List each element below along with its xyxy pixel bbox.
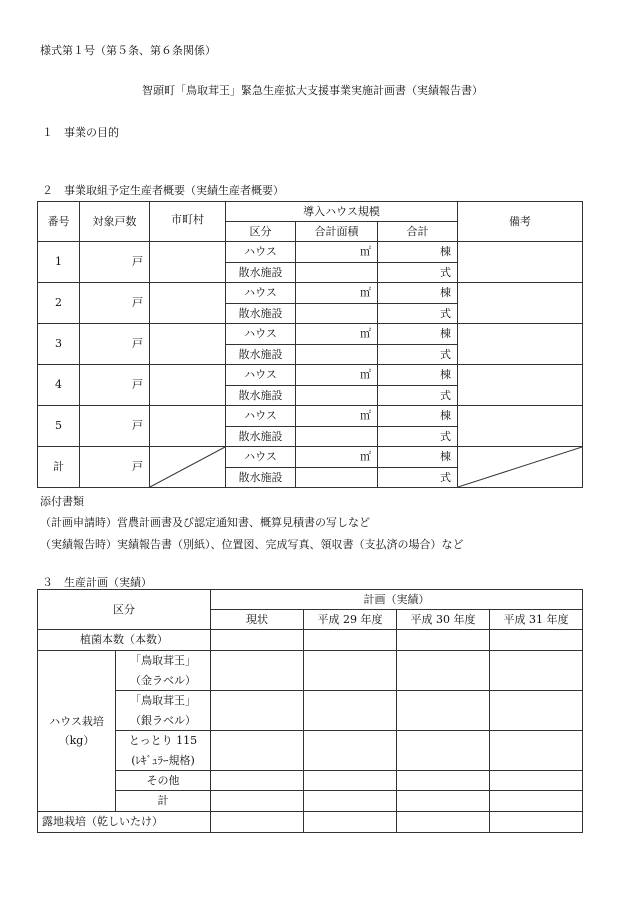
- header-house-scale: 導入ハウス規模: [226, 202, 458, 222]
- set-cell: 式: [378, 386, 458, 406]
- data-cell: [304, 630, 397, 651]
- row-number-total: 計: [38, 447, 80, 488]
- area-cell-empty: [296, 345, 378, 365]
- area-cell: ㎡: [296, 324, 378, 345]
- data-cell: [211, 791, 304, 812]
- table-row: [38, 771, 583, 791]
- section1-heading: １ 事業の目的: [42, 126, 119, 139]
- data-cell: [304, 812, 397, 833]
- header-number: 番号: [38, 202, 80, 242]
- table-row: [38, 731, 583, 771]
- municipality-cell: [150, 406, 226, 447]
- data-cell: [397, 771, 490, 791]
- row-number: 4: [38, 365, 80, 406]
- households-cell: 戸: [80, 406, 150, 447]
- table-row: [38, 630, 583, 651]
- data-cell: [397, 731, 490, 771]
- table-row: [38, 242, 583, 263]
- total-row: [38, 447, 583, 468]
- sprinkler-label: 散水施設: [226, 263, 296, 283]
- house-label: ハウス: [226, 406, 296, 427]
- diagonal-strike: [458, 447, 582, 487]
- households-cell: 戸: [80, 324, 150, 365]
- building-cell: 棟: [378, 447, 458, 468]
- sprinkler-label: 散水施設: [226, 427, 296, 447]
- row-house-label: [38, 651, 116, 812]
- header-current: 現状: [211, 610, 304, 630]
- table-row: [38, 365, 583, 386]
- data-cell: [304, 731, 397, 771]
- remarks-cell: [458, 324, 583, 365]
- data-cell: [211, 812, 304, 833]
- table-row: [38, 283, 583, 304]
- data-cell: [397, 630, 490, 651]
- sprinkler-label: 散水施設: [226, 468, 296, 488]
- row-subtotal-label: 計: [116, 791, 211, 812]
- house-cultivation-text: ハウス栽培: [49, 714, 104, 728]
- set-cell: 式: [378, 263, 458, 283]
- data-cell: [211, 651, 304, 691]
- data-cell: [490, 630, 583, 651]
- area-cell-empty: [296, 468, 378, 488]
- house-label: ハウス: [226, 447, 296, 468]
- municipality-cell: [150, 365, 226, 406]
- area-cell-empty: [296, 386, 378, 406]
- section2-heading: ２ 事業取組予定生産者概要（実績生産者概要）: [42, 184, 284, 197]
- data-cell: [304, 691, 397, 731]
- tottori-name: とっとり 115: [128, 734, 198, 748]
- data-cell: [490, 791, 583, 812]
- building-cell: 棟: [378, 324, 458, 345]
- area-cell-empty: [296, 304, 378, 324]
- house-label: ハウス: [226, 365, 296, 386]
- data-cell: [397, 812, 490, 833]
- diagonal-strike: [150, 447, 225, 487]
- households-cell: 戸: [80, 447, 150, 488]
- remarks-cell-struck: [458, 447, 583, 488]
- silver-label: （銀ラベル）: [130, 713, 196, 727]
- table-row: [38, 324, 583, 345]
- header-category: 区分: [38, 590, 211, 630]
- municipality-cell: [150, 283, 226, 324]
- data-cell: [304, 791, 397, 812]
- area-cell-empty: [296, 427, 378, 447]
- set-cell: 式: [378, 468, 458, 488]
- sprinkler-label: 散水施設: [226, 345, 296, 365]
- header-category: 区分: [226, 222, 296, 242]
- data-cell: [397, 651, 490, 691]
- house-label: ハウス: [226, 283, 296, 304]
- area-cell: ㎡: [296, 283, 378, 304]
- data-cell: [397, 691, 490, 731]
- municipality-cell-struck: [150, 447, 226, 488]
- header-plan: 計画（実績）: [211, 590, 583, 610]
- set-cell: 式: [378, 427, 458, 447]
- header-total-area: 合計面積: [296, 222, 378, 242]
- row-outdoor-label: 露地栽培（乾しいたけ）: [38, 812, 211, 833]
- data-cell: [304, 651, 397, 691]
- header-remarks: 備考: [458, 202, 583, 242]
- row-tottori-label: [116, 731, 211, 771]
- remarks-cell: [458, 406, 583, 447]
- attachments-heading: 添付書類: [40, 495, 84, 508]
- remarks-cell: [458, 242, 583, 283]
- municipality-cell: [150, 242, 226, 283]
- document-title: 智頭町「鳥取茸王」緊急生産拡大支援事業実施計画書（実績報告書）: [142, 84, 483, 97]
- header-h29: 平成 29 年度: [304, 610, 397, 630]
- set-cell: 式: [378, 345, 458, 365]
- tottori-grade: (ﾚｷﾞｭﾗｰ規格): [131, 753, 195, 767]
- house-unit-text: （kg）: [58, 734, 95, 747]
- table-row: [38, 691, 583, 731]
- set-cell: 式: [378, 304, 458, 324]
- area-cell: ㎡: [296, 365, 378, 386]
- households-cell: 戸: [80, 242, 150, 283]
- attachments-line2: （実績報告時）実績報告書（別紙）、位置図、完成写真、領収書（支払済の場合）など: [40, 538, 464, 551]
- header-h30: 平成 30 年度: [397, 610, 490, 630]
- header-households: 対象戸数: [80, 202, 150, 242]
- area-cell: ㎡: [296, 447, 378, 468]
- row-number: 5: [38, 406, 80, 447]
- data-cell: [211, 771, 304, 791]
- row-number: 2: [38, 283, 80, 324]
- area-cell-empty: [296, 263, 378, 283]
- producer-overview-table: [37, 201, 583, 488]
- data-cell: [397, 791, 490, 812]
- house-label: ハウス: [226, 324, 296, 345]
- table-row: [38, 406, 583, 427]
- row-gold-label: [116, 651, 211, 691]
- building-cell: 棟: [378, 283, 458, 304]
- header-municipality: 市町村: [150, 202, 226, 242]
- data-cell: [490, 771, 583, 791]
- attachments-line1: （計画申請時）営農計画書及び認定通知書、概算見積書の写しなど: [40, 516, 370, 529]
- area-cell: ㎡: [296, 406, 378, 427]
- section3-heading: ３ 生産計画（実績）: [42, 576, 152, 589]
- gold-name: 「鳥取茸王」: [130, 654, 196, 668]
- gold-label: （金ラベル）: [130, 673, 196, 687]
- row-other-label: その他: [116, 771, 211, 791]
- building-cell: 棟: [378, 365, 458, 386]
- data-cell: [211, 731, 304, 771]
- remarks-cell: [458, 365, 583, 406]
- header-h31: 平成 31 年度: [490, 610, 583, 630]
- households-cell: 戸: [80, 365, 150, 406]
- municipality-cell: [150, 324, 226, 365]
- area-cell: ㎡: [296, 242, 378, 263]
- header-total: 合計: [378, 222, 458, 242]
- remarks-cell: [458, 283, 583, 324]
- house-label: ハウス: [226, 242, 296, 263]
- table-row: [38, 791, 583, 812]
- data-cell: [490, 691, 583, 731]
- building-cell: 棟: [378, 242, 458, 263]
- data-cell: [490, 651, 583, 691]
- table-row: [38, 812, 583, 833]
- data-cell: [211, 691, 304, 731]
- data-cell: [490, 731, 583, 771]
- data-cell: [211, 630, 304, 651]
- row-silver-label: [116, 691, 211, 731]
- data-cell: [304, 771, 397, 791]
- silver-name: 「鳥取茸王」: [130, 694, 196, 708]
- table-row: [38, 651, 583, 691]
- row-number: 1: [38, 242, 80, 283]
- sprinkler-label: 散水施設: [226, 386, 296, 406]
- data-cell: [490, 812, 583, 833]
- sprinkler-label: 散水施設: [226, 304, 296, 324]
- row-number: 3: [38, 324, 80, 365]
- building-cell: 棟: [378, 406, 458, 427]
- row-logs-label: 植菌本数（本数）: [38, 630, 211, 651]
- form-number: 様式第１号（第５条、第６条関係）: [40, 44, 216, 57]
- households-cell: 戸: [80, 283, 150, 324]
- production-plan-table: [37, 589, 583, 833]
